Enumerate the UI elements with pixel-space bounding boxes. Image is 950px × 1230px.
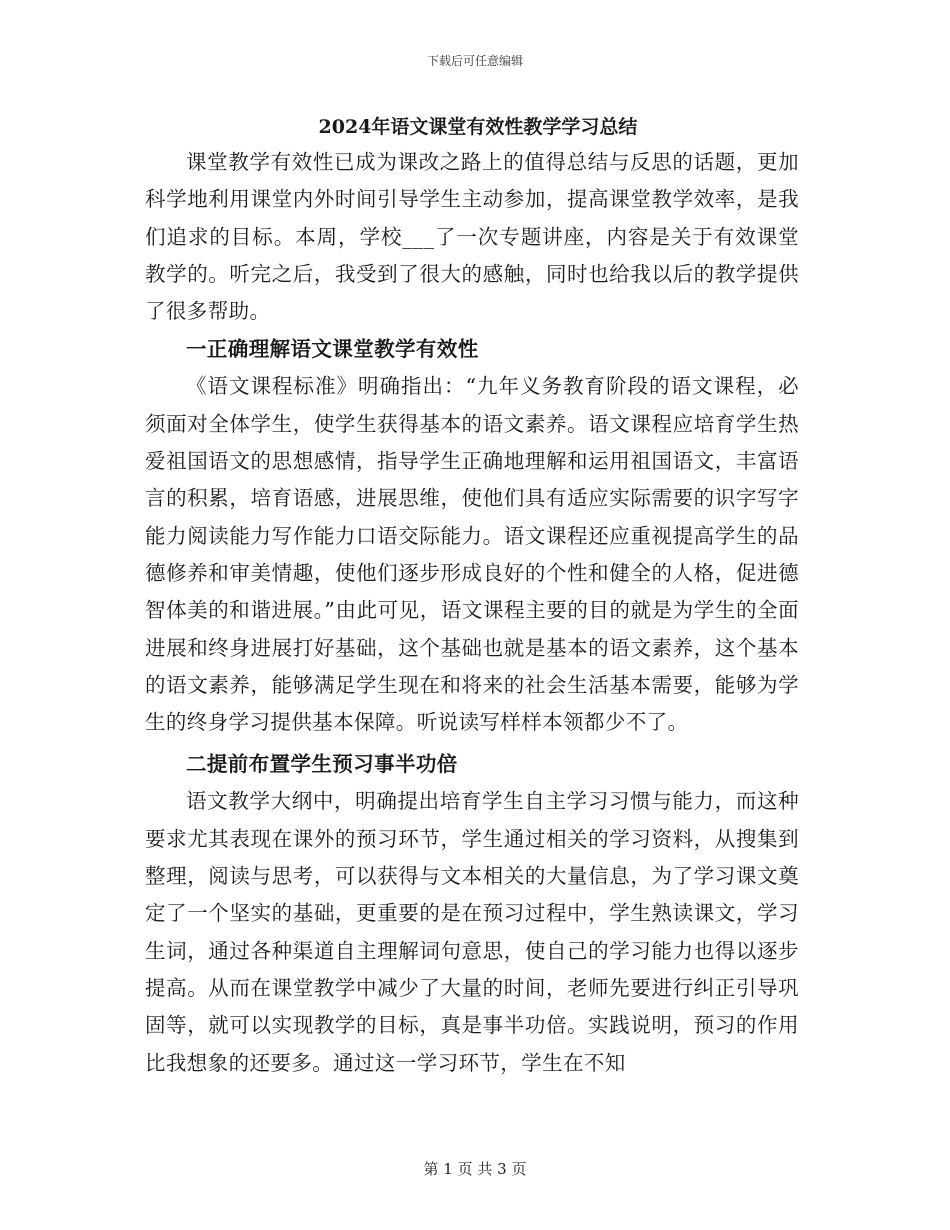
intro-paragraph: 课堂教学有效性已成为课改之路上的值得总结与反思的话题，更加科学地利用课堂内外时间引导学生主动参加，提高课堂教学效率，是我们追求的目标。本周，学校___了一次专题讲座，内容是关于有效课堂教学的。听完之后，我受到了很大的感触，同时也给我以后的教学提供了很多帮助。 xyxy=(145,150,799,324)
section-1-paragraph: 《语文课程标准》明确指出：“九年义务教育阶段的语文课程，必须面对全体学生，使学生获得基本的语文素养。语文课程应培育学生热爱祖国语文的思想感情，指导学生正确地理解和运用祖国语文，丰富语言的积累，培育语感，进展思维，使他们具有适应实际需要的识字写字能力阅读能力写作能力口语交际能力。语文课程还应重视提高学生的品德修养和审美情趣，使他们逐步形成良好的个性和健全的人格，促进德智体美的和谐进展。”由此可见，语文课程主要的目的就是为学生的全面进展和终身进展打好基础，这个基础也就是基本的语文素养，这个基本的语文素养，能够满足学生现在和将来的社会生活基本需要，能够为学生的终身学习提供基本保障。听说读写样样本领都少不了。 xyxy=(145,374,799,735)
document-title: 2024年语文课堂有效性教学学习总结 xyxy=(318,116,638,138)
page-header-note: 下载后可任意编辑 xyxy=(426,54,523,68)
document-body xyxy=(145,112,799,1082)
section-2-paragraph: 语文教学大纲中，明确提出培育学生自主学习习惯与能力，而这种要求尤其表现在课外的预习环节，学生通过相关的学习资料，从搜集到整理，阅读与思考，可以获得与文本相关的大量信息，为了学习课文奠定了一个坚实的基础，更重要的是在预习过程中，学生熟读课文，学习生词，通过各种渠道自主理解词句意思，使自己的学习能力也得以逐步提高。从而在课堂教学中减少了大量的时间，老师先要进行纠正引导巩固等，就可以实现教学的目标，真是事半功倍。实践说明，预习的作用比我想象的还要多。通过这一学习环节，学生在不知 xyxy=(145,789,799,1075)
page-number-footer: 第 1 页 共 3 页 xyxy=(423,1160,527,1178)
section-1-heading: 一正确理解语文课堂教学有效性 xyxy=(186,337,479,362)
section-2-heading: 二提前布置学生预习事半功倍 xyxy=(186,752,458,777)
